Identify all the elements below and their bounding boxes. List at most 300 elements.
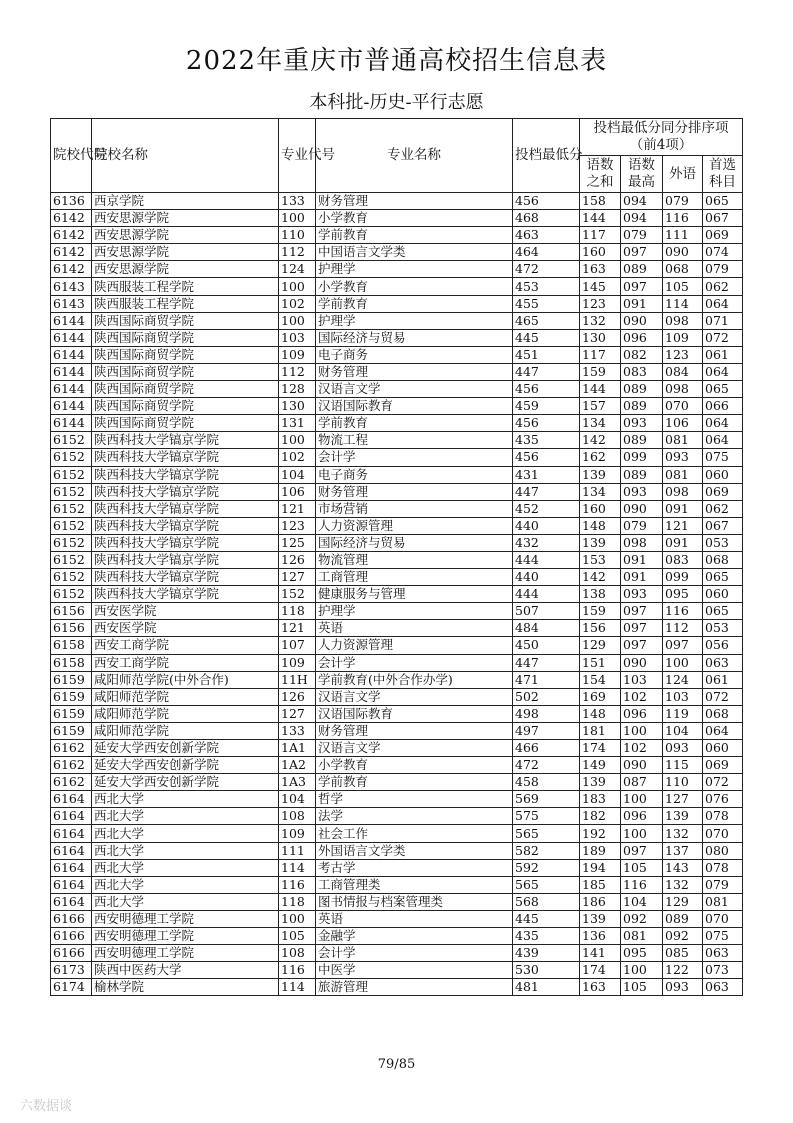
table-row bbox=[51, 432, 743, 449]
cell-school-name: 西北大学 bbox=[92, 859, 279, 876]
cell-min-score: 464 bbox=[513, 244, 580, 261]
cell-first-subject: 061 bbox=[703, 671, 743, 688]
cell-school-name: 陕西科技大学镐京学院 bbox=[92, 517, 279, 534]
cell-foreign: 106 bbox=[663, 415, 703, 432]
cell-first-subject: 070 bbox=[703, 825, 743, 842]
cell-school-code: 6152 bbox=[51, 534, 92, 551]
cell-foreign: 103 bbox=[663, 688, 703, 705]
cell-major-name: 学前教育 bbox=[316, 227, 513, 244]
cell-school-code: 6144 bbox=[51, 415, 92, 432]
cell-major-code: 107 bbox=[279, 637, 316, 654]
cell-first-subject: 067 bbox=[703, 517, 743, 534]
cell-major-code: 11H bbox=[279, 671, 316, 688]
cell-school-name: 西北大学 bbox=[92, 842, 279, 859]
cell-school-name: 咸阳师范学院 bbox=[92, 688, 279, 705]
cell-major-code: 112 bbox=[279, 363, 316, 380]
cell-major-code: 125 bbox=[279, 534, 316, 551]
cell-first-subject: 064 bbox=[703, 363, 743, 380]
cell-school-name: 陕西科技大学镐京学院 bbox=[92, 432, 279, 449]
cell-yw-max: 090 bbox=[621, 757, 663, 774]
table-row bbox=[51, 278, 743, 295]
cell-major-name: 汉语国际教育 bbox=[316, 398, 513, 415]
cell-major-code: 152 bbox=[279, 586, 316, 603]
cell-major-name: 小学教育 bbox=[316, 210, 513, 227]
cell-major-name: 图书情报与档案管理类 bbox=[316, 893, 513, 910]
cell-school-code: 6156 bbox=[51, 603, 92, 620]
cell-min-score: 465 bbox=[513, 312, 580, 329]
cell-foreign: 092 bbox=[663, 928, 703, 945]
cell-school-code: 6164 bbox=[51, 859, 92, 876]
cell-foreign: 116 bbox=[663, 603, 703, 620]
cell-min-score: 439 bbox=[513, 945, 580, 962]
cell-min-score: 471 bbox=[513, 671, 580, 688]
cell-school-code: 6158 bbox=[51, 654, 92, 671]
cell-yw-sum: 156 bbox=[580, 620, 621, 637]
cell-school-name: 西北大学 bbox=[92, 791, 279, 808]
cell-first-subject: 079 bbox=[703, 261, 743, 278]
cell-foreign: 093 bbox=[663, 740, 703, 757]
cell-school-code: 6144 bbox=[51, 312, 92, 329]
cell-first-subject: 064 bbox=[703, 722, 743, 739]
cell-min-score: 575 bbox=[513, 808, 580, 825]
cell-major-name: 人力资源管理 bbox=[316, 517, 513, 534]
cell-foreign: 137 bbox=[663, 842, 703, 859]
cell-major-name: 财务管理 bbox=[316, 483, 513, 500]
cell-school-name: 陕西科技大学镐京学院 bbox=[92, 500, 279, 517]
table-row bbox=[51, 363, 743, 380]
table-row bbox=[51, 842, 743, 859]
cell-school-name: 陕西科技大学镐京学院 bbox=[92, 586, 279, 603]
table-row bbox=[51, 757, 743, 774]
cell-foreign: 129 bbox=[663, 893, 703, 910]
page-subtitle: 本科批-历史-平行志愿 bbox=[309, 92, 484, 113]
cell-major-name: 物流工程 bbox=[316, 432, 513, 449]
cell-school-name: 西安工商学院 bbox=[92, 637, 279, 654]
cell-yw-sum: 132 bbox=[580, 312, 621, 329]
cell-yw-max: 083 bbox=[621, 363, 663, 380]
cell-school-name: 陕西国际商贸学院 bbox=[92, 363, 279, 380]
cell-foreign: 079 bbox=[663, 193, 703, 210]
cell-school-code: 6162 bbox=[51, 740, 92, 757]
table-row bbox=[51, 859, 743, 876]
cell-foreign: 098 bbox=[663, 381, 703, 398]
cell-foreign: 109 bbox=[663, 329, 703, 346]
cell-school-code: 6144 bbox=[51, 381, 92, 398]
cell-school-code: 6152 bbox=[51, 551, 92, 568]
cell-yw-max: 097 bbox=[621, 244, 663, 261]
cell-yw-sum: 158 bbox=[580, 193, 621, 210]
cell-min-score: 452 bbox=[513, 500, 580, 517]
cell-major-code: 133 bbox=[279, 722, 316, 739]
cell-yw-max: 103 bbox=[621, 671, 663, 688]
cell-yw-sum: 174 bbox=[580, 962, 621, 979]
cell-yw-sum: 139 bbox=[580, 774, 621, 791]
cell-school-code: 6144 bbox=[51, 329, 92, 346]
cell-yw-sum: 148 bbox=[580, 705, 621, 722]
cell-foreign: 121 bbox=[663, 517, 703, 534]
cell-major-name: 汉语言文学 bbox=[316, 688, 513, 705]
cell-school-name: 陕西科技大学镐京学院 bbox=[92, 483, 279, 500]
cell-yw-sum: 117 bbox=[580, 227, 621, 244]
cell-yw-sum: 139 bbox=[580, 910, 621, 927]
cell-major-name: 学前教育 bbox=[316, 774, 513, 791]
cell-major-name: 小学教育 bbox=[316, 757, 513, 774]
cell-yw-sum: 136 bbox=[580, 928, 621, 945]
cell-yw-max: 093 bbox=[621, 586, 663, 603]
cell-school-code: 6152 bbox=[51, 449, 92, 466]
cell-school-code: 6158 bbox=[51, 637, 92, 654]
cell-foreign: 115 bbox=[663, 757, 703, 774]
cell-school-name: 陕西国际商贸学院 bbox=[92, 329, 279, 346]
cell-foreign: 100 bbox=[663, 654, 703, 671]
cell-yw-sum: 181 bbox=[580, 722, 621, 739]
cell-school-code: 6152 bbox=[51, 586, 92, 603]
cell-major-code: 102 bbox=[279, 295, 316, 312]
cell-yw-max: 089 bbox=[621, 432, 663, 449]
cell-foreign: 083 bbox=[663, 551, 703, 568]
cell-min-score: 507 bbox=[513, 603, 580, 620]
watermark-logo: 六数据谈 bbox=[20, 1099, 73, 1114]
cell-major-code: 100 bbox=[279, 432, 316, 449]
table-row bbox=[51, 620, 743, 637]
cell-yw-max: 097 bbox=[621, 637, 663, 654]
cell-school-name: 西安思源学院 bbox=[92, 261, 279, 278]
cell-min-score: 484 bbox=[513, 620, 580, 637]
cell-major-code: 121 bbox=[279, 620, 316, 637]
cell-foreign: 139 bbox=[663, 808, 703, 825]
cell-yw-max: 097 bbox=[621, 603, 663, 620]
cell-min-score: 502 bbox=[513, 688, 580, 705]
cell-min-score: 472 bbox=[513, 261, 580, 278]
cell-major-name: 国际经济与贸易 bbox=[316, 534, 513, 551]
cell-foreign: 143 bbox=[663, 859, 703, 876]
table-row bbox=[51, 688, 743, 705]
cell-yw-sum: 194 bbox=[580, 859, 621, 876]
cell-major-name: 国际经济与贸易 bbox=[316, 329, 513, 346]
cell-foreign: 110 bbox=[663, 774, 703, 791]
cell-first-subject: 069 bbox=[703, 757, 743, 774]
header-yw-max: 语数最高 bbox=[621, 156, 663, 193]
header-min-score: 投档最低分 bbox=[513, 119, 580, 193]
table-row bbox=[51, 312, 743, 329]
cell-major-code: 116 bbox=[279, 876, 316, 893]
cell-min-score: 481 bbox=[513, 979, 580, 996]
cell-first-subject: 066 bbox=[703, 398, 743, 415]
cell-major-name: 法学 bbox=[316, 808, 513, 825]
cell-foreign: 084 bbox=[663, 363, 703, 380]
cell-first-subject: 065 bbox=[703, 381, 743, 398]
cell-yw-max: 100 bbox=[621, 791, 663, 808]
cell-major-code: 114 bbox=[279, 859, 316, 876]
header-foreign: 外语 bbox=[663, 156, 703, 193]
cell-school-code: 6162 bbox=[51, 774, 92, 791]
cell-yw-max: 100 bbox=[621, 962, 663, 979]
cell-school-code: 6164 bbox=[51, 825, 92, 842]
cell-yw-max: 081 bbox=[621, 928, 663, 945]
cell-major-code: 103 bbox=[279, 329, 316, 346]
cell-yw-sum: 162 bbox=[580, 449, 621, 466]
table-row bbox=[51, 517, 743, 534]
cell-min-score: 565 bbox=[513, 825, 580, 842]
cell-min-score: 498 bbox=[513, 705, 580, 722]
header-first-subject: 首选科目 bbox=[703, 156, 743, 193]
cell-yw-sum: 160 bbox=[580, 244, 621, 261]
table-row bbox=[51, 774, 743, 791]
cell-first-subject: 065 bbox=[703, 569, 743, 586]
cell-major-name: 健康服务与管理 bbox=[316, 586, 513, 603]
cell-school-code: 6152 bbox=[51, 517, 92, 534]
header-school-code: 院校代号 bbox=[51, 119, 92, 193]
header-yw-sum: 语数之和 bbox=[580, 156, 621, 193]
cell-min-score: 456 bbox=[513, 415, 580, 432]
cell-foreign: 081 bbox=[663, 432, 703, 449]
table-row bbox=[51, 808, 743, 825]
cell-school-code: 6152 bbox=[51, 569, 92, 586]
cell-yw-sum: 186 bbox=[580, 893, 621, 910]
cell-school-name: 陕西国际商贸学院 bbox=[92, 346, 279, 363]
cell-major-code: 127 bbox=[279, 569, 316, 586]
cell-school-name: 陕西科技大学镐京学院 bbox=[92, 466, 279, 483]
cell-school-name: 西北大学 bbox=[92, 825, 279, 842]
cell-min-score: 431 bbox=[513, 466, 580, 483]
cell-yw-max: 102 bbox=[621, 740, 663, 757]
cell-foreign: 132 bbox=[663, 825, 703, 842]
header-school-name: 院校名称 bbox=[92, 119, 279, 193]
cell-school-code: 6166 bbox=[51, 945, 92, 962]
cell-major-code: 128 bbox=[279, 381, 316, 398]
cell-min-score: 447 bbox=[513, 483, 580, 500]
cell-major-name: 学前教育(中外合作办学) bbox=[316, 671, 513, 688]
cell-yw-sum: 183 bbox=[580, 791, 621, 808]
cell-major-code: 109 bbox=[279, 825, 316, 842]
cell-school-code: 6136 bbox=[51, 193, 92, 210]
cell-foreign: 093 bbox=[663, 449, 703, 466]
cell-major-code: 105 bbox=[279, 928, 316, 945]
cell-foreign: 114 bbox=[663, 295, 703, 312]
cell-yw-max: 089 bbox=[621, 398, 663, 415]
cell-yw-sum: 134 bbox=[580, 483, 621, 500]
cell-yw-max: 090 bbox=[621, 312, 663, 329]
cell-min-score: 592 bbox=[513, 859, 580, 876]
cell-yw-max: 087 bbox=[621, 774, 663, 791]
cell-first-subject: 062 bbox=[703, 500, 743, 517]
cell-yw-max: 091 bbox=[621, 295, 663, 312]
cell-first-subject: 060 bbox=[703, 586, 743, 603]
table-row bbox=[51, 979, 743, 996]
cell-school-name: 咸阳师范学院 bbox=[92, 705, 279, 722]
cell-major-name: 护理学 bbox=[316, 603, 513, 620]
table-row bbox=[51, 210, 743, 227]
cell-yw-sum: 174 bbox=[580, 740, 621, 757]
cell-yw-max: 089 bbox=[621, 466, 663, 483]
cell-major-name: 电子商务 bbox=[316, 466, 513, 483]
cell-yw-sum: 142 bbox=[580, 432, 621, 449]
cell-major-name: 会计学 bbox=[316, 654, 513, 671]
cell-first-subject: 065 bbox=[703, 193, 743, 210]
cell-foreign: 097 bbox=[663, 637, 703, 654]
cell-major-code: 100 bbox=[279, 278, 316, 295]
cell-first-subject: 060 bbox=[703, 466, 743, 483]
table-row bbox=[51, 193, 743, 210]
table-row bbox=[51, 244, 743, 261]
cell-school-name: 陕西国际商贸学院 bbox=[92, 415, 279, 432]
cell-major-name: 会计学 bbox=[316, 449, 513, 466]
cell-school-name: 咸阳师范学院 bbox=[92, 722, 279, 739]
cell-first-subject: 076 bbox=[703, 791, 743, 808]
table-row bbox=[51, 825, 743, 842]
table-row bbox=[51, 261, 743, 278]
cell-yw-max: 092 bbox=[621, 910, 663, 927]
header-major-code: 专业代号 bbox=[279, 119, 316, 193]
cell-first-subject: 063 bbox=[703, 979, 743, 996]
cell-major-name: 会计学 bbox=[316, 945, 513, 962]
cell-min-score: 468 bbox=[513, 210, 580, 227]
cell-major-name: 哲学 bbox=[316, 791, 513, 808]
cell-min-score: 444 bbox=[513, 586, 580, 603]
cell-yw-max: 104 bbox=[621, 893, 663, 910]
cell-yw-max: 100 bbox=[621, 825, 663, 842]
cell-yw-max: 105 bbox=[621, 979, 663, 996]
table-row bbox=[51, 910, 743, 927]
cell-school-code: 6142 bbox=[51, 261, 92, 278]
cell-school-code: 6144 bbox=[51, 346, 92, 363]
cell-min-score: 582 bbox=[513, 842, 580, 859]
cell-foreign: 081 bbox=[663, 466, 703, 483]
cell-school-name: 陕西中医药大学 bbox=[92, 962, 279, 979]
cell-yw-sum: 144 bbox=[580, 381, 621, 398]
table-row bbox=[51, 551, 743, 568]
cell-school-code: 6164 bbox=[51, 808, 92, 825]
cell-school-code: 6162 bbox=[51, 757, 92, 774]
cell-foreign: 104 bbox=[663, 722, 703, 739]
cell-first-subject: 075 bbox=[703, 928, 743, 945]
cell-major-code: 126 bbox=[279, 688, 316, 705]
cell-first-subject: 069 bbox=[703, 227, 743, 244]
cell-foreign: 091 bbox=[663, 534, 703, 551]
cell-major-code: 104 bbox=[279, 791, 316, 808]
cell-yw-max: 096 bbox=[621, 329, 663, 346]
cell-min-score: 447 bbox=[513, 363, 580, 380]
cell-yw-max: 079 bbox=[621, 517, 663, 534]
cell-major-code: 110 bbox=[279, 227, 316, 244]
cell-major-code: 116 bbox=[279, 962, 316, 979]
cell-school-name: 西安明德理工学院 bbox=[92, 910, 279, 927]
cell-school-code: 6143 bbox=[51, 278, 92, 295]
cell-school-code: 6173 bbox=[51, 962, 92, 979]
cell-min-score: 440 bbox=[513, 517, 580, 534]
cell-first-subject: 063 bbox=[703, 945, 743, 962]
cell-school-code: 6164 bbox=[51, 893, 92, 910]
cell-yw-max: 100 bbox=[621, 722, 663, 739]
cell-min-score: 568 bbox=[513, 893, 580, 910]
cell-min-score: 569 bbox=[513, 791, 580, 808]
table-row bbox=[51, 893, 743, 910]
cell-major-name: 电子商务 bbox=[316, 346, 513, 363]
cell-first-subject: 073 bbox=[703, 962, 743, 979]
cell-min-score: 453 bbox=[513, 278, 580, 295]
cell-yw-max: 091 bbox=[621, 551, 663, 568]
cell-major-code: 100 bbox=[279, 910, 316, 927]
cell-major-name: 金融学 bbox=[316, 928, 513, 945]
cell-major-name: 财务管理 bbox=[316, 193, 513, 210]
table-row bbox=[51, 603, 743, 620]
cell-yw-sum: 159 bbox=[580, 363, 621, 380]
cell-first-subject: 068 bbox=[703, 705, 743, 722]
cell-yw-sum: 138 bbox=[580, 586, 621, 603]
cell-school-code: 6152 bbox=[51, 432, 92, 449]
table-row bbox=[51, 791, 743, 808]
table-row bbox=[51, 876, 743, 893]
cell-first-subject: 061 bbox=[703, 346, 743, 363]
cell-school-name: 榆林学院 bbox=[92, 979, 279, 996]
cell-foreign: 098 bbox=[663, 312, 703, 329]
cell-foreign: 093 bbox=[663, 979, 703, 996]
cell-foreign: 085 bbox=[663, 945, 703, 962]
cell-school-code: 6152 bbox=[51, 483, 92, 500]
cell-min-score: 435 bbox=[513, 928, 580, 945]
cell-major-name: 外国语言文学类 bbox=[316, 842, 513, 859]
cell-major-name: 财务管理 bbox=[316, 722, 513, 739]
cell-foreign: 111 bbox=[663, 227, 703, 244]
cell-major-code: 130 bbox=[279, 398, 316, 415]
cell-yw-max: 099 bbox=[621, 449, 663, 466]
cell-major-code: 114 bbox=[279, 979, 316, 996]
cell-first-subject: 081 bbox=[703, 893, 743, 910]
cell-major-name: 中国语言文学类 bbox=[316, 244, 513, 261]
cell-major-code: 127 bbox=[279, 705, 316, 722]
cell-school-name: 陕西服装工程学院 bbox=[92, 295, 279, 312]
cell-major-code: 126 bbox=[279, 551, 316, 568]
cell-school-name: 西安思源学院 bbox=[92, 244, 279, 261]
cell-foreign: 122 bbox=[663, 962, 703, 979]
cell-school-name: 陕西国际商贸学院 bbox=[92, 381, 279, 398]
cell-school-code: 6159 bbox=[51, 705, 92, 722]
cell-yw-sum: 160 bbox=[580, 500, 621, 517]
table-row bbox=[51, 722, 743, 739]
cell-first-subject: 071 bbox=[703, 312, 743, 329]
table-row bbox=[51, 671, 743, 688]
cell-major-code: 133 bbox=[279, 193, 316, 210]
cell-school-code: 6166 bbox=[51, 928, 92, 945]
table-row bbox=[51, 569, 743, 586]
cell-major-name: 汉语国际教育 bbox=[316, 705, 513, 722]
cell-major-code: 121 bbox=[279, 500, 316, 517]
cell-school-name: 陕西科技大学镐京学院 bbox=[92, 449, 279, 466]
cell-min-score: 445 bbox=[513, 329, 580, 346]
cell-first-subject: 078 bbox=[703, 808, 743, 825]
cell-major-code: 1A3 bbox=[279, 774, 316, 791]
cell-foreign: 095 bbox=[663, 586, 703, 603]
cell-school-name: 延安大学西安创新学院 bbox=[92, 757, 279, 774]
cell-school-code: 6174 bbox=[51, 979, 92, 996]
table-row bbox=[51, 928, 743, 945]
cell-yw-sum: 142 bbox=[580, 569, 621, 586]
cell-first-subject: 072 bbox=[703, 688, 743, 705]
cell-first-subject: 075 bbox=[703, 449, 743, 466]
cell-major-name: 人力资源管理 bbox=[316, 637, 513, 654]
cell-yw-max: 079 bbox=[621, 227, 663, 244]
page-title: 2022年重庆市普通高校招生信息表 bbox=[185, 46, 608, 76]
cell-yw-max: 090 bbox=[621, 500, 663, 517]
cell-first-subject: 053 bbox=[703, 534, 743, 551]
cell-school-name: 西安工商学院 bbox=[92, 654, 279, 671]
cell-major-name: 学前教育 bbox=[316, 415, 513, 432]
cell-yw-max: 089 bbox=[621, 381, 663, 398]
cell-school-name: 延安大学西安创新学院 bbox=[92, 774, 279, 791]
table-row bbox=[51, 483, 743, 500]
cell-major-name: 汉语言文学 bbox=[316, 740, 513, 757]
cell-yw-sum: 139 bbox=[580, 534, 621, 551]
